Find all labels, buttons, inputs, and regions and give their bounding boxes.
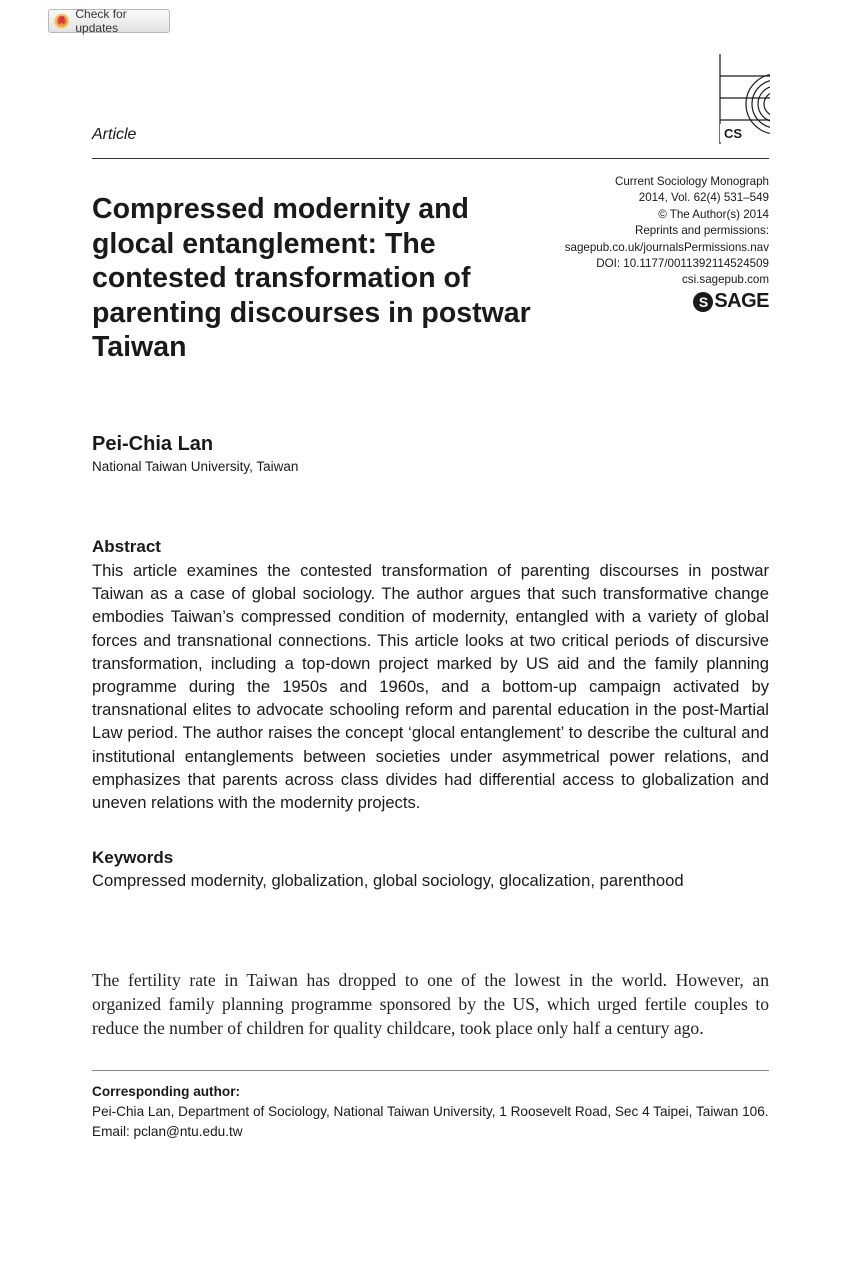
keywords-list: Compressed modernity, globalization, global sociology, glocalization, parenthood [92,871,684,890]
check-for-updates-label: Check for updates [75,7,127,35]
author-affiliation: National Taiwan University, Taiwan [92,459,299,474]
header-divider [92,158,769,159]
doi-link[interactable]: DOI: 10.1177/0011392114524509 [596,257,769,271]
corresponding-author-details [92,1102,772,1141]
check-for-updates-button[interactable] [48,9,170,33]
sage-logo-text: SAGE [714,290,769,312]
corresponding-author-heading: Corresponding author: [92,1084,241,1099]
abstract-text: This article examines the contested transformation of parenting discourses in postwar Taiwan as a case of global sociology. The author argues that such transformative change embodies Taiwan’s compressed condition of modernity, entangled with a variety of global forces and transnational connections. This article looks at two critical periods of discursive transformation, including a top-down project marked by US aid and the family planning programme during the 1950s and 1960s, and a bottom-up campaign activated by transnational elites to advocate schooling reform and parental education in the post-Martial Law period. The author raises the concept ‘glocal entanglement’ to describe the cultural and institutional entanglements between societies under asymmetrical power relations, and emphasizes that parents across class divides had differential access to globalization and uneven relations with the modernity projects. [92,561,769,813]
author-name: Pei-Chia Lan [92,433,214,455]
sage-s-icon: S [693,292,713,312]
footnote-divider [92,1070,769,1071]
article-title: Compressed modernity and glocal entanglement: The contested transformation of parenting discourses in postwar Taiwan [92,193,531,363]
keywords-heading: Keywords [92,848,174,867]
journal-site-link[interactable]: csi.sagepub.com [682,273,769,287]
journal-volume: 2014, Vol. 62(4) 531–549 [638,191,769,205]
journal-metadata [565,174,769,289]
journal-name: Current Sociology Monograph [614,175,769,188]
copyright-notice: © The Author(s) 2014 [658,207,769,221]
body-paragraph: The fertility rate in Taiwan has dropped to one of the lowest in the world. However, an organized family planning programme sponsored by the US, which urged fertile couples to reduce the number of children for quality childcare, took place only half a century ago. [92,970,769,1038]
reprints-label: Reprints and permissions: [634,224,769,238]
cs-logo-text: CS [724,126,743,141]
permissions-link[interactable]: sagepub.co.uk/journalsPermissions.nav [564,240,769,254]
abstract-heading: Abstract [92,537,161,556]
bookmark-refresh-icon [54,13,69,29]
sage-logo [693,290,769,313]
article-type-label: Article [92,126,137,143]
corresponding-email[interactable]: Email: pclan@ntu.edu.tw [92,1123,243,1139]
journal-cs-logo [718,54,770,144]
corresponding-address: Pei-Chia Lan, Department of Sociology, National Taiwan University, 1 Roosevelt Road, Sec 4 Taipei, Taiwan 106. [92,1104,769,1119]
